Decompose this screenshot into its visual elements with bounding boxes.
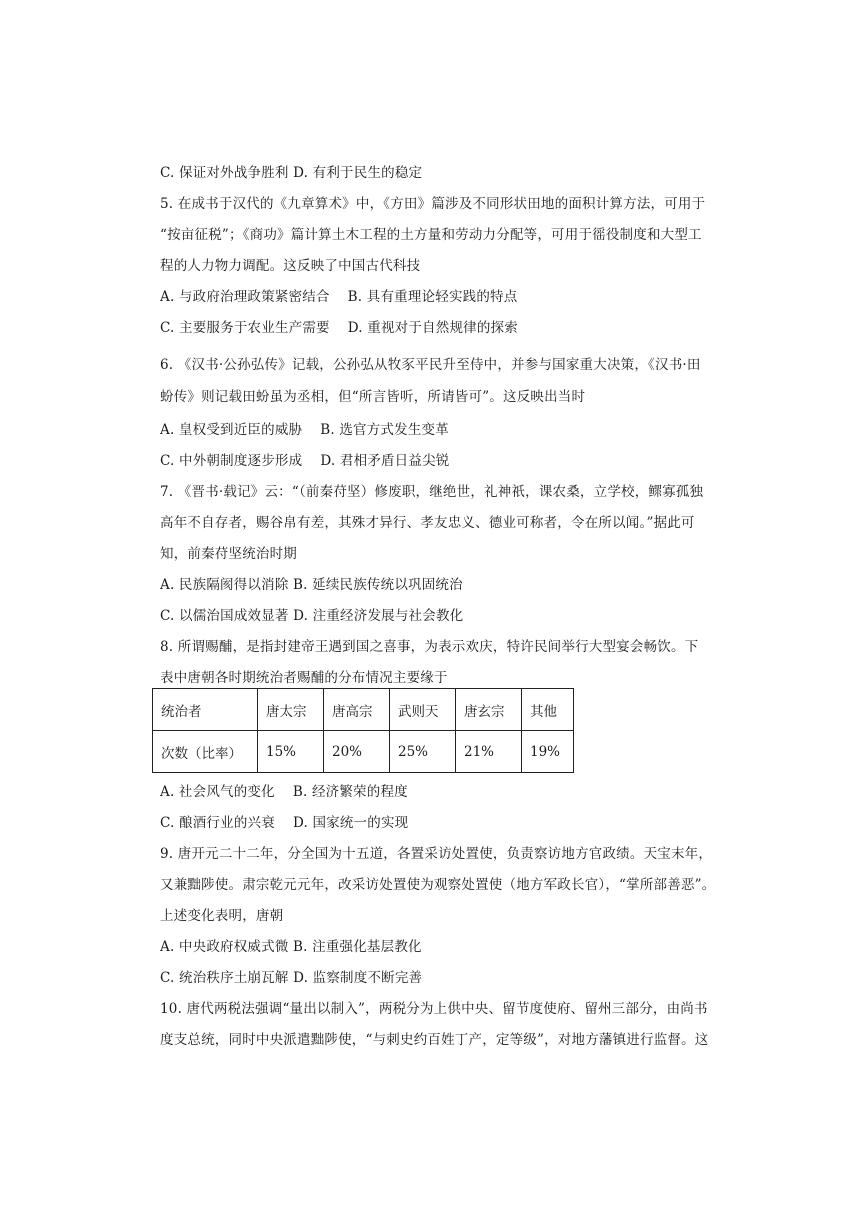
q5-stem-line-1: 5. 在成书于汉代的《九章算术》中，《方田》篇涉及不同形状田地的面积计算方法，可用于	[160, 196, 706, 212]
q9-stem-line-3: 上述变化表明，唐朝	[160, 908, 284, 924]
q8-option-b: B. 经济繁荣的程度	[292, 784, 408, 800]
table-cell: 20%	[324, 731, 390, 773]
q8-option-c: C. 酿酒行业的兴衰	[160, 815, 275, 831]
q7-stem-line-3: 知，前秦苻坚统治时期	[160, 546, 297, 562]
q7-stem-line-1: 7. 《晋书·载记》云：“（前秦苻坚）修废职，继绝世，礼神祇，课农桑，立学校，鳏寡孤独	[160, 484, 704, 500]
q6-stem-line-2: 蚡传》则记载田蚡虽为丞相，但“所言皆听，所请皆可”。这反映出当时	[160, 389, 586, 405]
q8-stem-line-1: 8. 所谓赐酺，是指封建帝王遇到国之喜事，为表示欢庆，特许民间举行大型宴会畅饮。下	[160, 639, 699, 655]
q5-options-ab	[160, 285, 720, 305]
q6-option-b: B. 选官方式发生变革	[320, 422, 449, 438]
q5-option-b: B. 具有重理论轻实践的特点	[347, 289, 518, 305]
q8-option-d: D. 国家统一的实现	[292, 815, 409, 831]
q5-stem-line-2: “按亩征税”；《商功》篇计算土木工程的土方量和劳动力分配等，可用于徭役制度和大型工	[160, 227, 702, 243]
q9-options-ab: A. 中央政府权威式微 B. 注重强化基层教化	[160, 939, 422, 955]
q10-stem-line-2: 度支总统，同时中央派遣黜陟使，“与刺史约百姓丁产，定等级”，对地方藩镇进行监督。这	[160, 1032, 709, 1048]
q6-options-cd	[160, 449, 720, 469]
q10-stem-line-1: 10. 唐代两税法强调“量出以制入”，两税分为上供中央、留节度使府、留州三部分，由尚书	[160, 1001, 708, 1017]
table-cell: 15%	[258, 731, 324, 773]
q5-option-c: C. 主要服务于农业生产需要	[160, 320, 330, 336]
q5-stem-line-3: 程的人力物力调配。这反映了中国古代科技	[160, 258, 421, 274]
q8-option-a: A. 社会风气的变化	[160, 784, 275, 800]
q9-stem-line-1: 9. 唐开元二十二年，分全国为十五道，各置采访处置使，负责察访地方官政绩。天宝末年，	[160, 846, 713, 862]
ci-pu-distribution-table	[152, 688, 574, 773]
q5-options-cd	[160, 316, 720, 336]
table-cell: 25%	[390, 731, 456, 773]
table-cell: 统治者	[153, 689, 258, 731]
q8-stem-line-2: 表中唐朝各时期统治者赐酺的分布情况主要缘于	[160, 670, 448, 686]
table-cell: 21%	[456, 731, 522, 773]
q6-option-a: A. 皇权受到近臣的威胁	[160, 422, 303, 438]
q5-option-d: D. 重视对于自然规律的探索	[347, 320, 518, 336]
table-cell: 唐玄宗	[456, 689, 522, 731]
table-cell: 次数（比率）	[153, 731, 258, 773]
q9-stem-line-2: 又兼黜陟使。肃宗乾元元年，改采访处置使为观察处置使（地方军政长官），“掌所部善恶”。	[160, 877, 716, 893]
q6-option-d: D. 君相矛盾日益尖锐	[320, 453, 450, 469]
table-row	[153, 731, 574, 773]
table-cell: 武则天	[390, 689, 456, 731]
table-cell: 唐高宗	[324, 689, 390, 731]
q7-stem-line-2: 高年不自存者，赐谷帛有差，其殊才异行、孝友忠义、德业可称者，令在所以闻。”据此可	[160, 515, 695, 531]
table-cell: 19%	[522, 731, 574, 773]
q6-stem-line-1: 6. 《汉书·公孙弘传》记载，公孙弘从牧豕平民升至侍中，并参与国家重大决策，《汉书·田	[160, 357, 701, 373]
table-header-row	[153, 689, 574, 731]
table-cell: 其他	[522, 689, 574, 731]
q7-options-ab: A. 民族隔阂得以消除 B. 延续民族传统以巩固统治	[160, 577, 463, 593]
q8-options-ab	[160, 780, 720, 800]
q8-options-cd	[160, 811, 720, 831]
q4-options-cd: C. 保证对外战争胜利 D. 有利于民生的稳定	[160, 165, 423, 181]
q7-options-cd: C. 以儒治国成效显著 D. 注重经济发展与社会教化	[160, 608, 464, 624]
q6-option-c: C. 中外朝制度逐步形成	[160, 453, 303, 469]
table-cell: 唐太宗	[258, 689, 324, 731]
q5-option-a: A. 与政府治理政策紧密结合	[160, 289, 330, 305]
q6-options-ab	[160, 418, 720, 438]
q9-options-cd: C. 统治秩序土崩瓦解 D. 监察制度不断完善	[160, 970, 423, 986]
